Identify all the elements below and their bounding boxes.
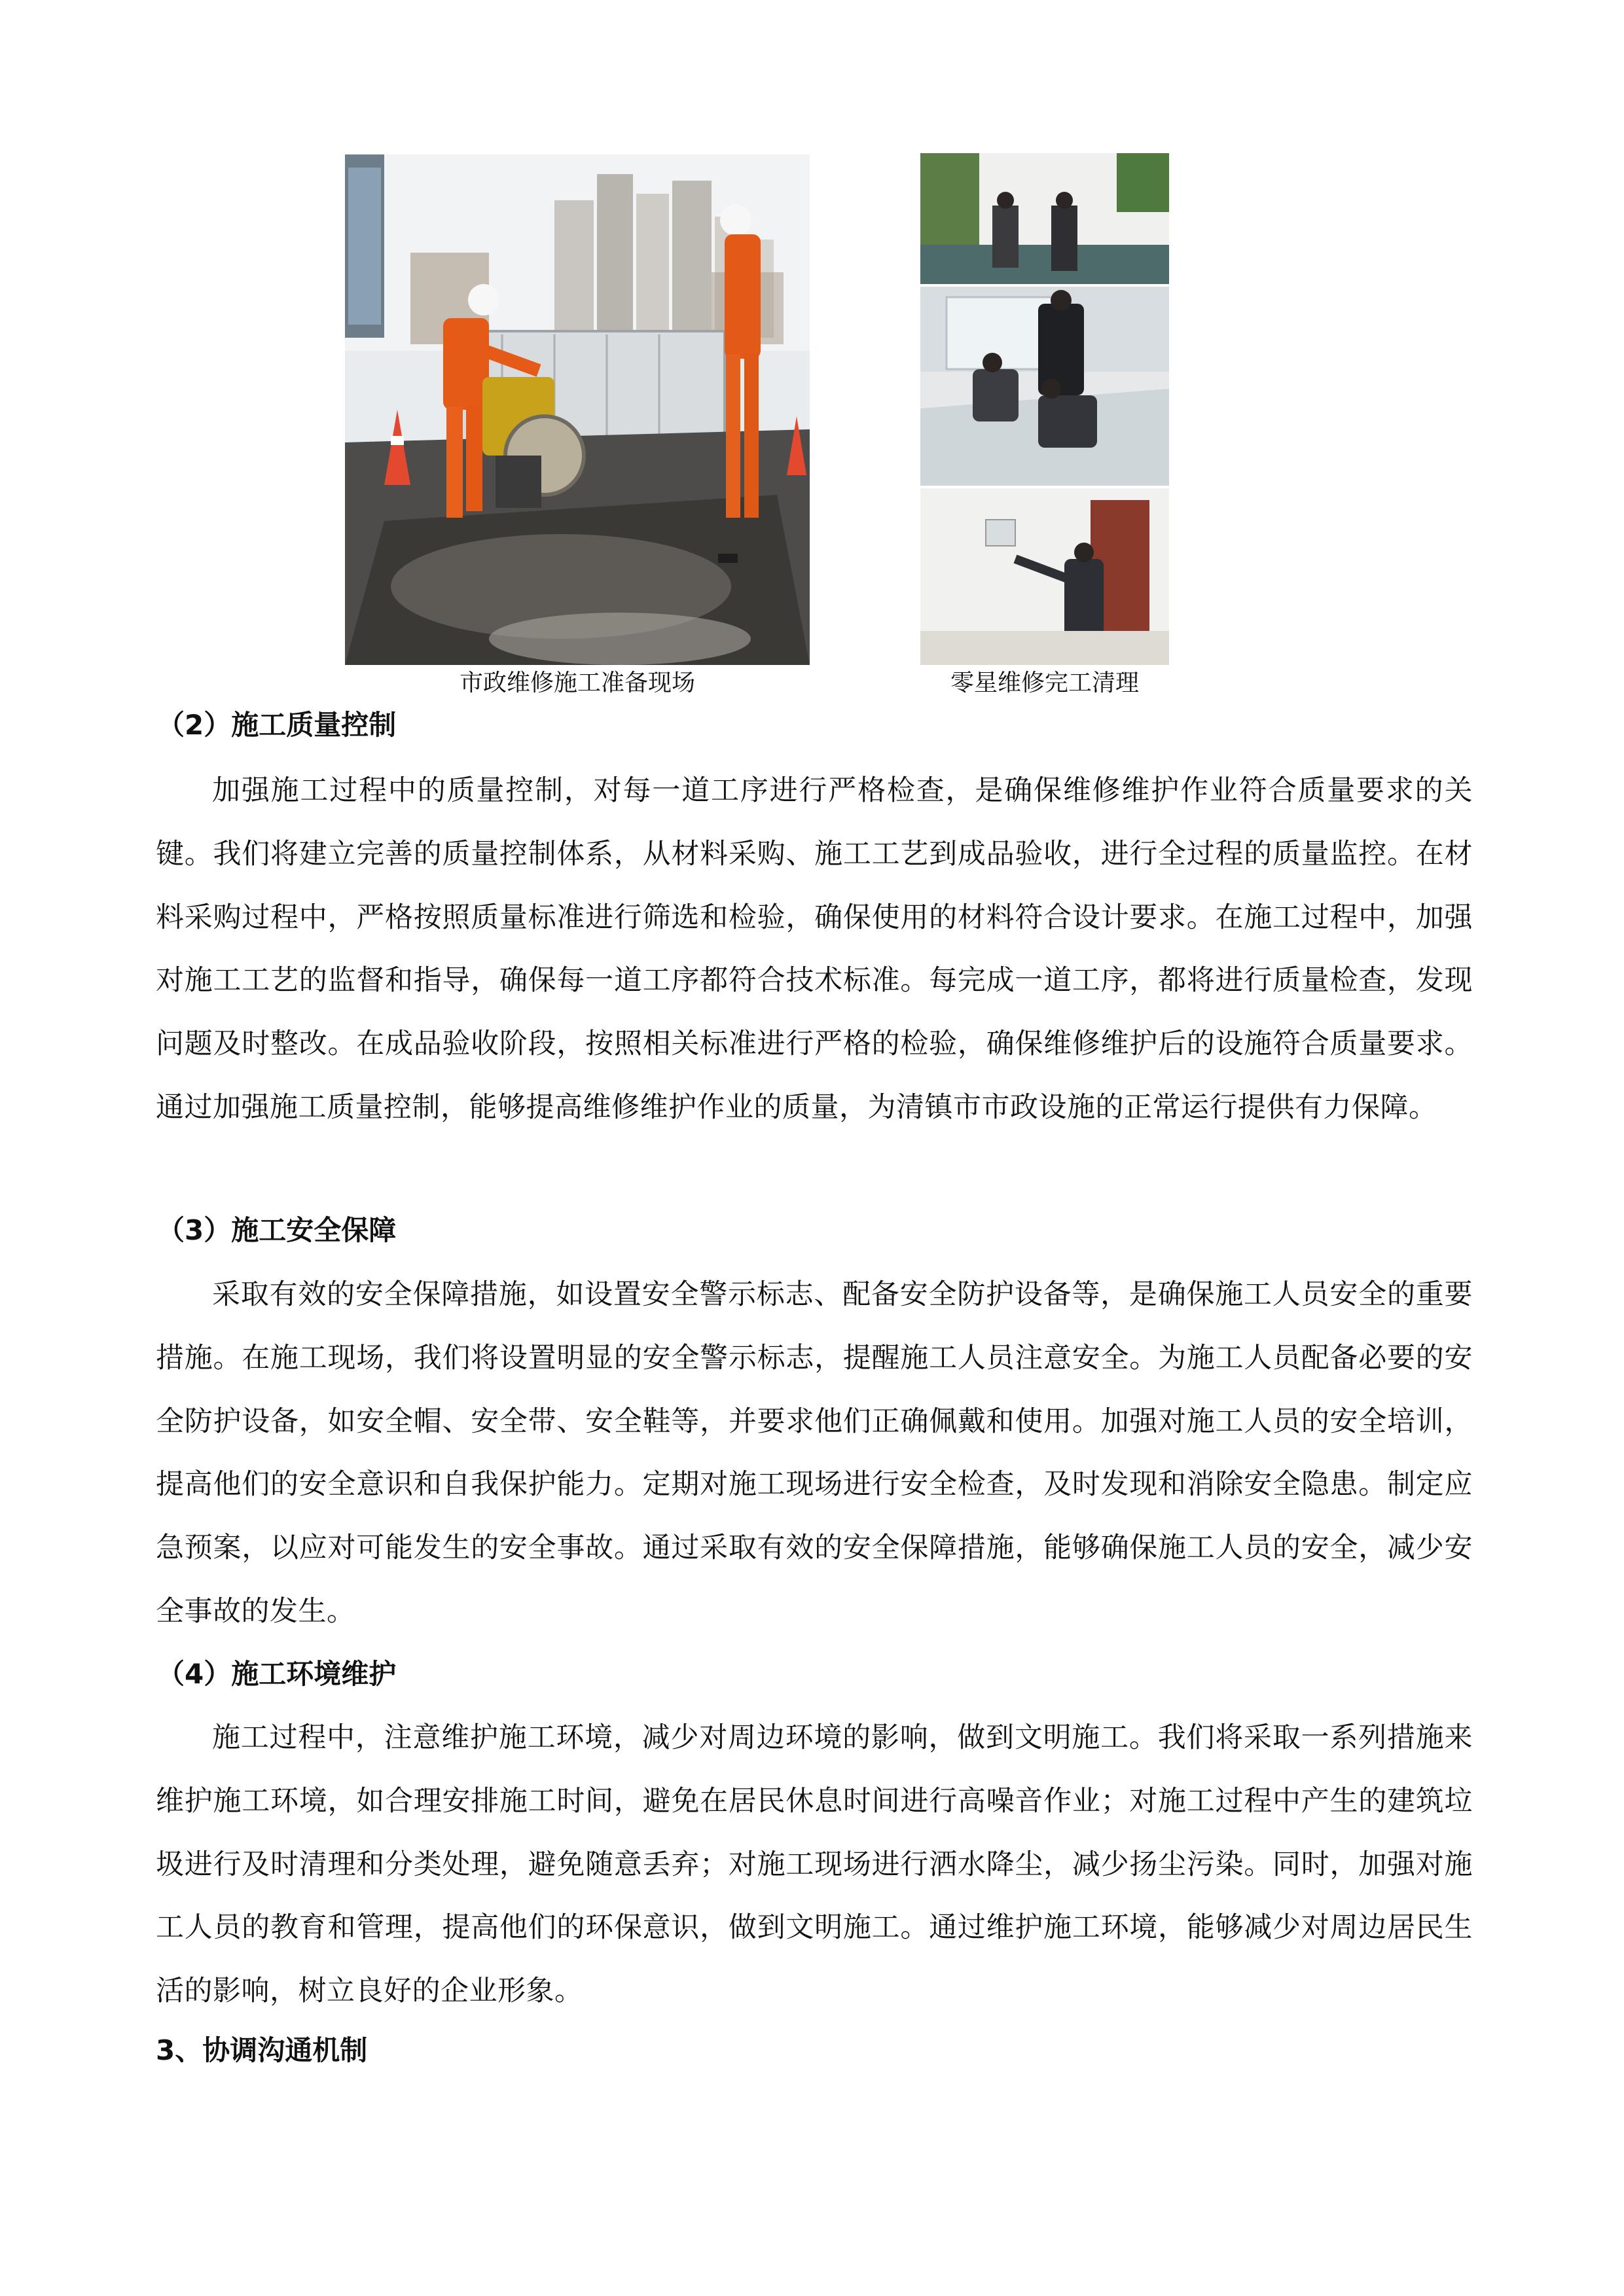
paragraph-safety: 采取有效的安全保障措施，如设置安全警示标志、配备安全防护设备等，是确保施工人员安全的重要措施。在施工现场，我们将设置明显的安全警示标志，提醒施工人员注意安全。为施工人员配备必要的安全防护设备，如安全帽、安全带、安全鞋等，并要求他们正确佩戴和使用。加强对施工人员的安全培训，提高他们的安全意识和自我保护能力。定期对施工现场进行安全检查，及时发现和消除安全隐患。制定应急预案，以应对可能发生的安全事故。通过采取有效的安全保障措施，能够确保施工人员的安全，减少安全事故的发生。 <box>156 1278 1473 1628</box>
main-heading-coordination: 3、协调沟通机制 <box>156 2034 368 2066</box>
paragraph-quality: 加强施工过程中的质量控制，对每一道工序进行严格检查，是确保维修维护作业符合质量要求的关键。我们将建立完善的质量控制体系，从材料采购、施工工艺到成品验收，进行全过程的质量监控。在材料采购过程中，严格按照质量标准进行筛选和检验，确保使用的材料符合设计要求。在施工过程中，加强对施工工艺的监督和指导，确保每一道工序都符合技术标准。每完成一道工序，都将进行质量检查，发现问题及时整改。在成品验收阶段，按照相关标准进行严格的检验，确保维修维护后的设施符合质量要求。通过加强施工质量控制，能够提高维修维护作业的质量，为清镇市市政设施的正常运行提供有力保障。 <box>156 774 1473 1124</box>
section-heading-safety: （3）施工安全保障 <box>157 1214 397 1246</box>
section-heading-quality: （2）施工质量控制 <box>157 709 397 741</box>
paragraph-environment: 施工过程中，注意维护施工环境，减少对周边环境的影响，做到文明施工。我们将采取一系列措施来维护施工环境，如合理安排施工时间，避免在居民休息时间进行高噪音作业；对施工过程中产生的建筑垃圾进行及时清理和分类处理，避免随意丢弃；对施工现场进行洒水降尘，减少扬尘污染。同时，加强对施工人员的教育和管理，提高他们的环保意识，做到文明施工。通过维护施工环境，能够减少对周边居民生活的影响，树立良好的企业形象。 <box>156 1721 1473 2008</box>
section-heading-environment: （4）施工环境维护 <box>157 1658 397 1690</box>
photo-road-repair <box>345 154 810 665</box>
figure-caption-right: 零星维修完工清理 <box>950 670 1139 696</box>
photo-stack-inspection <box>920 153 1169 665</box>
figure-caption-left: 市政维修施工准备现场 <box>459 670 695 696</box>
